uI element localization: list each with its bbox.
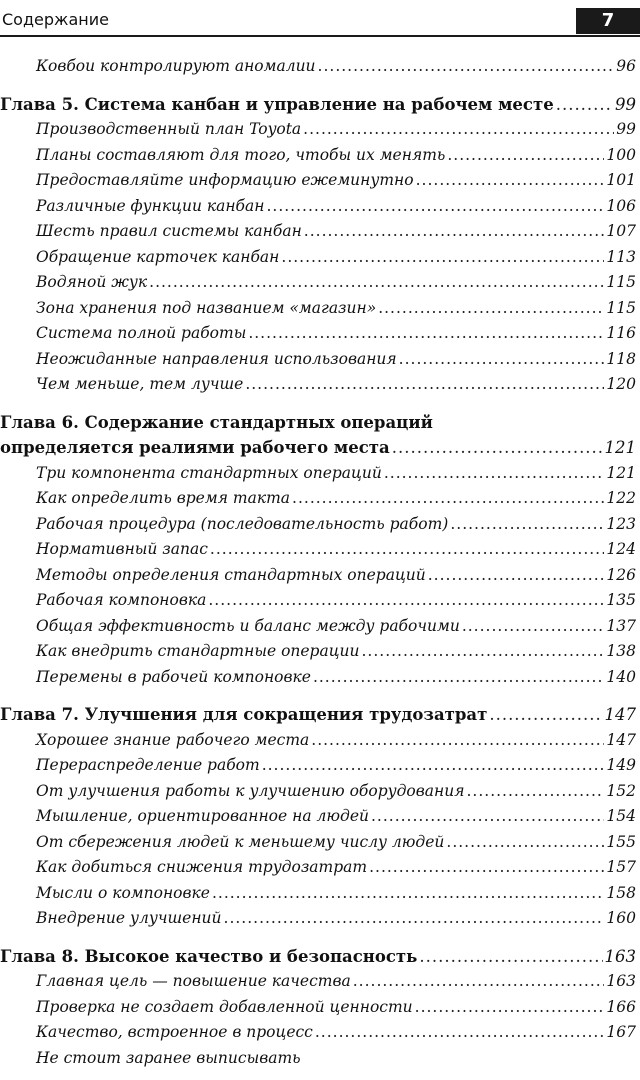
chapter-title: Глава 5. Система канбан и управление на рабочем месте [0, 94, 554, 114]
toc-entry[interactable] [0, 461, 636, 487]
toc-entry-title: Качество, встроенное в процесс [36, 1023, 313, 1041]
toc-entry[interactable] [0, 1020, 636, 1046]
toc-entry-title: Перемены в рабочей компоновке [36, 667, 311, 686]
dot-leader [208, 588, 604, 614]
toc-entry-title: Как определить время такта [36, 489, 291, 507]
toc-entry-page: 158 [606, 883, 636, 902]
toc-entry[interactable] [0, 347, 636, 373]
toc-entry-page: 166 [606, 997, 636, 1016]
toc-entry-title: Система полной работы [36, 324, 247, 342]
toc-entry[interactable] [0, 245, 636, 271]
toc-chapter-6-line1[interactable] [0, 410, 636, 436]
dot-leader [392, 435, 603, 461]
toc-entry-page: 157 [606, 858, 636, 876]
dot-leader [262, 753, 605, 779]
dot-leader [318, 54, 615, 80]
toc-entry-page: 137 [606, 616, 636, 635]
dot-leader [450, 512, 604, 538]
dot-leader [462, 614, 605, 640]
dot-leader [384, 461, 605, 487]
dot-leader [311, 728, 604, 754]
toc-entry-page: 154 [606, 807, 636, 825]
toc-entry[interactable] [0, 830, 636, 856]
toc-entry-title: Рабочая процедура (последовательность работ) [36, 514, 449, 533]
toc-entry-page: 126 [606, 565, 636, 584]
toc-entry[interactable] [0, 969, 636, 995]
chapter-page: 147 [604, 705, 636, 724]
dot-leader [281, 245, 604, 271]
page-header [0, 0, 640, 40]
dot-leader [313, 665, 604, 691]
dot-leader [224, 906, 605, 932]
dot-leader [266, 194, 604, 220]
toc-entry-page: 115 [606, 273, 636, 291]
dot-leader [315, 1020, 605, 1046]
toc-entry[interactable] [0, 168, 636, 194]
toc-entry[interactable] [0, 804, 636, 830]
toc-entry-page: 96 [616, 57, 636, 75]
toc-entry-page: 101 [606, 171, 636, 189]
toc-entry-title: Предоставляйте информацию ежеминутно [36, 171, 414, 189]
dot-leader [149, 270, 604, 296]
chapter-title: Глава 7. Улучшения для сокращения трудозатрат [0, 705, 488, 724]
toc-entry-title: Производственный план Toyota [36, 120, 302, 138]
toc-entry-page: 115 [606, 298, 636, 317]
toc-entry[interactable] [0, 219, 636, 245]
toc-entry-title: Неожиданные направления использования [36, 349, 397, 368]
toc-entry-page: 99 [616, 120, 636, 138]
toc-entry-title: Водяной жук [36, 273, 148, 291]
toc-entry-page: 106 [606, 196, 636, 215]
toc-entry-page: 163 [606, 972, 636, 990]
toc-entry[interactable] [0, 753, 636, 779]
dot-leader [371, 804, 604, 830]
toc-entry-page: 124 [606, 540, 636, 558]
chapter-page: 121 [604, 438, 636, 457]
dot-leader [378, 296, 604, 322]
dot-leader [212, 881, 604, 907]
toc-entry[interactable] [0, 614, 636, 640]
toc-entry-title: Мысли о компоновке [36, 883, 210, 902]
toc-entry[interactable] [0, 194, 636, 220]
toc-entry-page: 160 [606, 909, 636, 927]
chapter-title: Глава 8. Высокое качество и безопасность [0, 946, 418, 966]
toc-entry[interactable] [0, 588, 636, 614]
toc-entry-title: Хорошее знание рабочего места [36, 730, 310, 749]
dot-leader [489, 702, 602, 728]
toc-entry-page: 113 [606, 247, 636, 266]
toc-entry[interactable] [0, 779, 636, 805]
toc-entry[interactable] [0, 1046, 636, 1072]
toc-entry[interactable] [0, 728, 636, 754]
toc-entry-title: Чем меньше, тем лучше [36, 375, 244, 393]
toc-chapter-5[interactable] [0, 92, 636, 118]
dot-leader [447, 143, 604, 169]
page-number-badge: 7 [576, 8, 640, 34]
toc-entry-title: Методы определения стандартных операций [36, 565, 426, 584]
toc-entry-page: 167 [606, 1023, 636, 1041]
toc-entry-page: 122 [606, 489, 636, 507]
toc-entry[interactable] [0, 486, 636, 512]
toc-entry-page: 149 [606, 756, 636, 774]
toc-entry-title: Общая эффективность и баланс между рабочими [36, 616, 460, 635]
toc-entry-page: 140 [606, 667, 636, 686]
toc-entry-page: 135 [606, 591, 636, 609]
toc-entry-title: Как внедрить стандартные операции [36, 642, 360, 660]
toc-entry-title: Нормативный запас [36, 540, 208, 558]
dot-leader [292, 486, 604, 512]
toc-entry[interactable] [0, 372, 636, 398]
chapter-title-cont: определяется реалиями рабочего места [0, 438, 390, 457]
dot-leader [399, 347, 605, 373]
toc-entry-title: Шесть правил системы канбан [36, 222, 302, 240]
dot-leader [210, 537, 604, 563]
toc-entry-title: Внедрение улучшений [36, 909, 222, 927]
toc-entry[interactable] [0, 639, 636, 665]
dot-leader [353, 969, 605, 995]
toc-entry-page: 155 [606, 832, 636, 851]
toc-entry-page: 118 [606, 349, 636, 368]
chapter-page: 163 [604, 946, 636, 966]
header-rule [0, 35, 640, 37]
toc-chapter-8[interactable] [0, 944, 636, 970]
dot-leader [428, 563, 605, 589]
toc-chapter-7[interactable] [0, 702, 636, 728]
toc-entry-page: 138 [606, 642, 636, 660]
toc-entry[interactable] [0, 855, 636, 881]
dot-leader [466, 779, 604, 805]
toc-entry-title: Главная цель — повышение качества [36, 972, 351, 990]
toc-entry-page: 116 [606, 324, 636, 342]
toc-entry-page: 100 [606, 145, 636, 164]
toc-entry-title: Как добиться снижения трудозатрат [36, 858, 368, 876]
toc-entry-title: Планы составляют для того, чтобы их менять [36, 145, 446, 164]
toc-entry-title: Мышление, ориентированное на людей [36, 807, 369, 825]
toc-entry-title: Проверка не создает добавленной ценности [36, 997, 413, 1016]
dot-leader [303, 117, 614, 143]
dot-leader [304, 219, 605, 245]
toc-entry[interactable] [0, 270, 636, 296]
toc-entry-title: От сбережения людей к меньшему числу людей [36, 832, 445, 851]
toc-entry[interactable] [0, 117, 636, 143]
dot-leader [362, 639, 605, 665]
toc-entry[interactable] [0, 665, 636, 691]
toc-entry-page: 120 [606, 375, 636, 393]
dot-leader [556, 92, 613, 118]
toc-chapter-6[interactable] [0, 435, 636, 461]
toc-entry-title: Перераспределение работ [36, 756, 260, 774]
dot-leader [416, 168, 605, 194]
toc-entry[interactable] [0, 563, 636, 589]
toc-entry-page: 152 [606, 781, 636, 800]
dot-leader [446, 830, 604, 856]
toc-entry[interactable] [0, 321, 636, 347]
toc-entry[interactable] [0, 537, 636, 563]
toc-entry[interactable] [0, 906, 636, 932]
toc-entry[interactable] [0, 881, 636, 907]
dot-leader [248, 321, 604, 347]
toc-entry[interactable] [0, 512, 636, 538]
dot-leader [419, 944, 602, 970]
toc-entry[interactable] [0, 296, 636, 322]
toc-entry-title: От улучшения работы к улучшению оборудования [36, 781, 465, 800]
toc-entry-title: Различные функции канбан [36, 196, 265, 215]
toc-entry-title: Обращение карточек канбан [36, 247, 280, 266]
chapter-page: 99 [615, 94, 636, 114]
running-title: Содержание [2, 10, 109, 29]
dot-leader [245, 372, 604, 398]
dot-leader [415, 995, 605, 1021]
dot-leader [369, 855, 604, 881]
toc-entry-page: 121 [606, 463, 636, 482]
toc-entry-page: 147 [606, 730, 636, 749]
table-of-contents [0, 54, 636, 1071]
chapter-title: Глава 6. Содержание стандартных операций [0, 412, 433, 432]
toc-entry-title: Три компонента стандартных операций [36, 463, 382, 482]
toc-entry-title: Зона хранения под названием «магазин» [36, 298, 377, 317]
toc-entry-title: Ковбои контролируют аномалии [36, 57, 316, 75]
toc-entry[interactable] [0, 995, 636, 1021]
toc-entry-title: Рабочая компоновка [36, 591, 207, 609]
toc-entry-page: 123 [606, 514, 636, 533]
toc-entry[interactable] [0, 143, 636, 169]
toc-entry[interactable] [0, 54, 636, 80]
toc-entry-title: Не стоит заранее выписывать [36, 1048, 301, 1067]
toc-entry-page: 107 [606, 222, 636, 240]
